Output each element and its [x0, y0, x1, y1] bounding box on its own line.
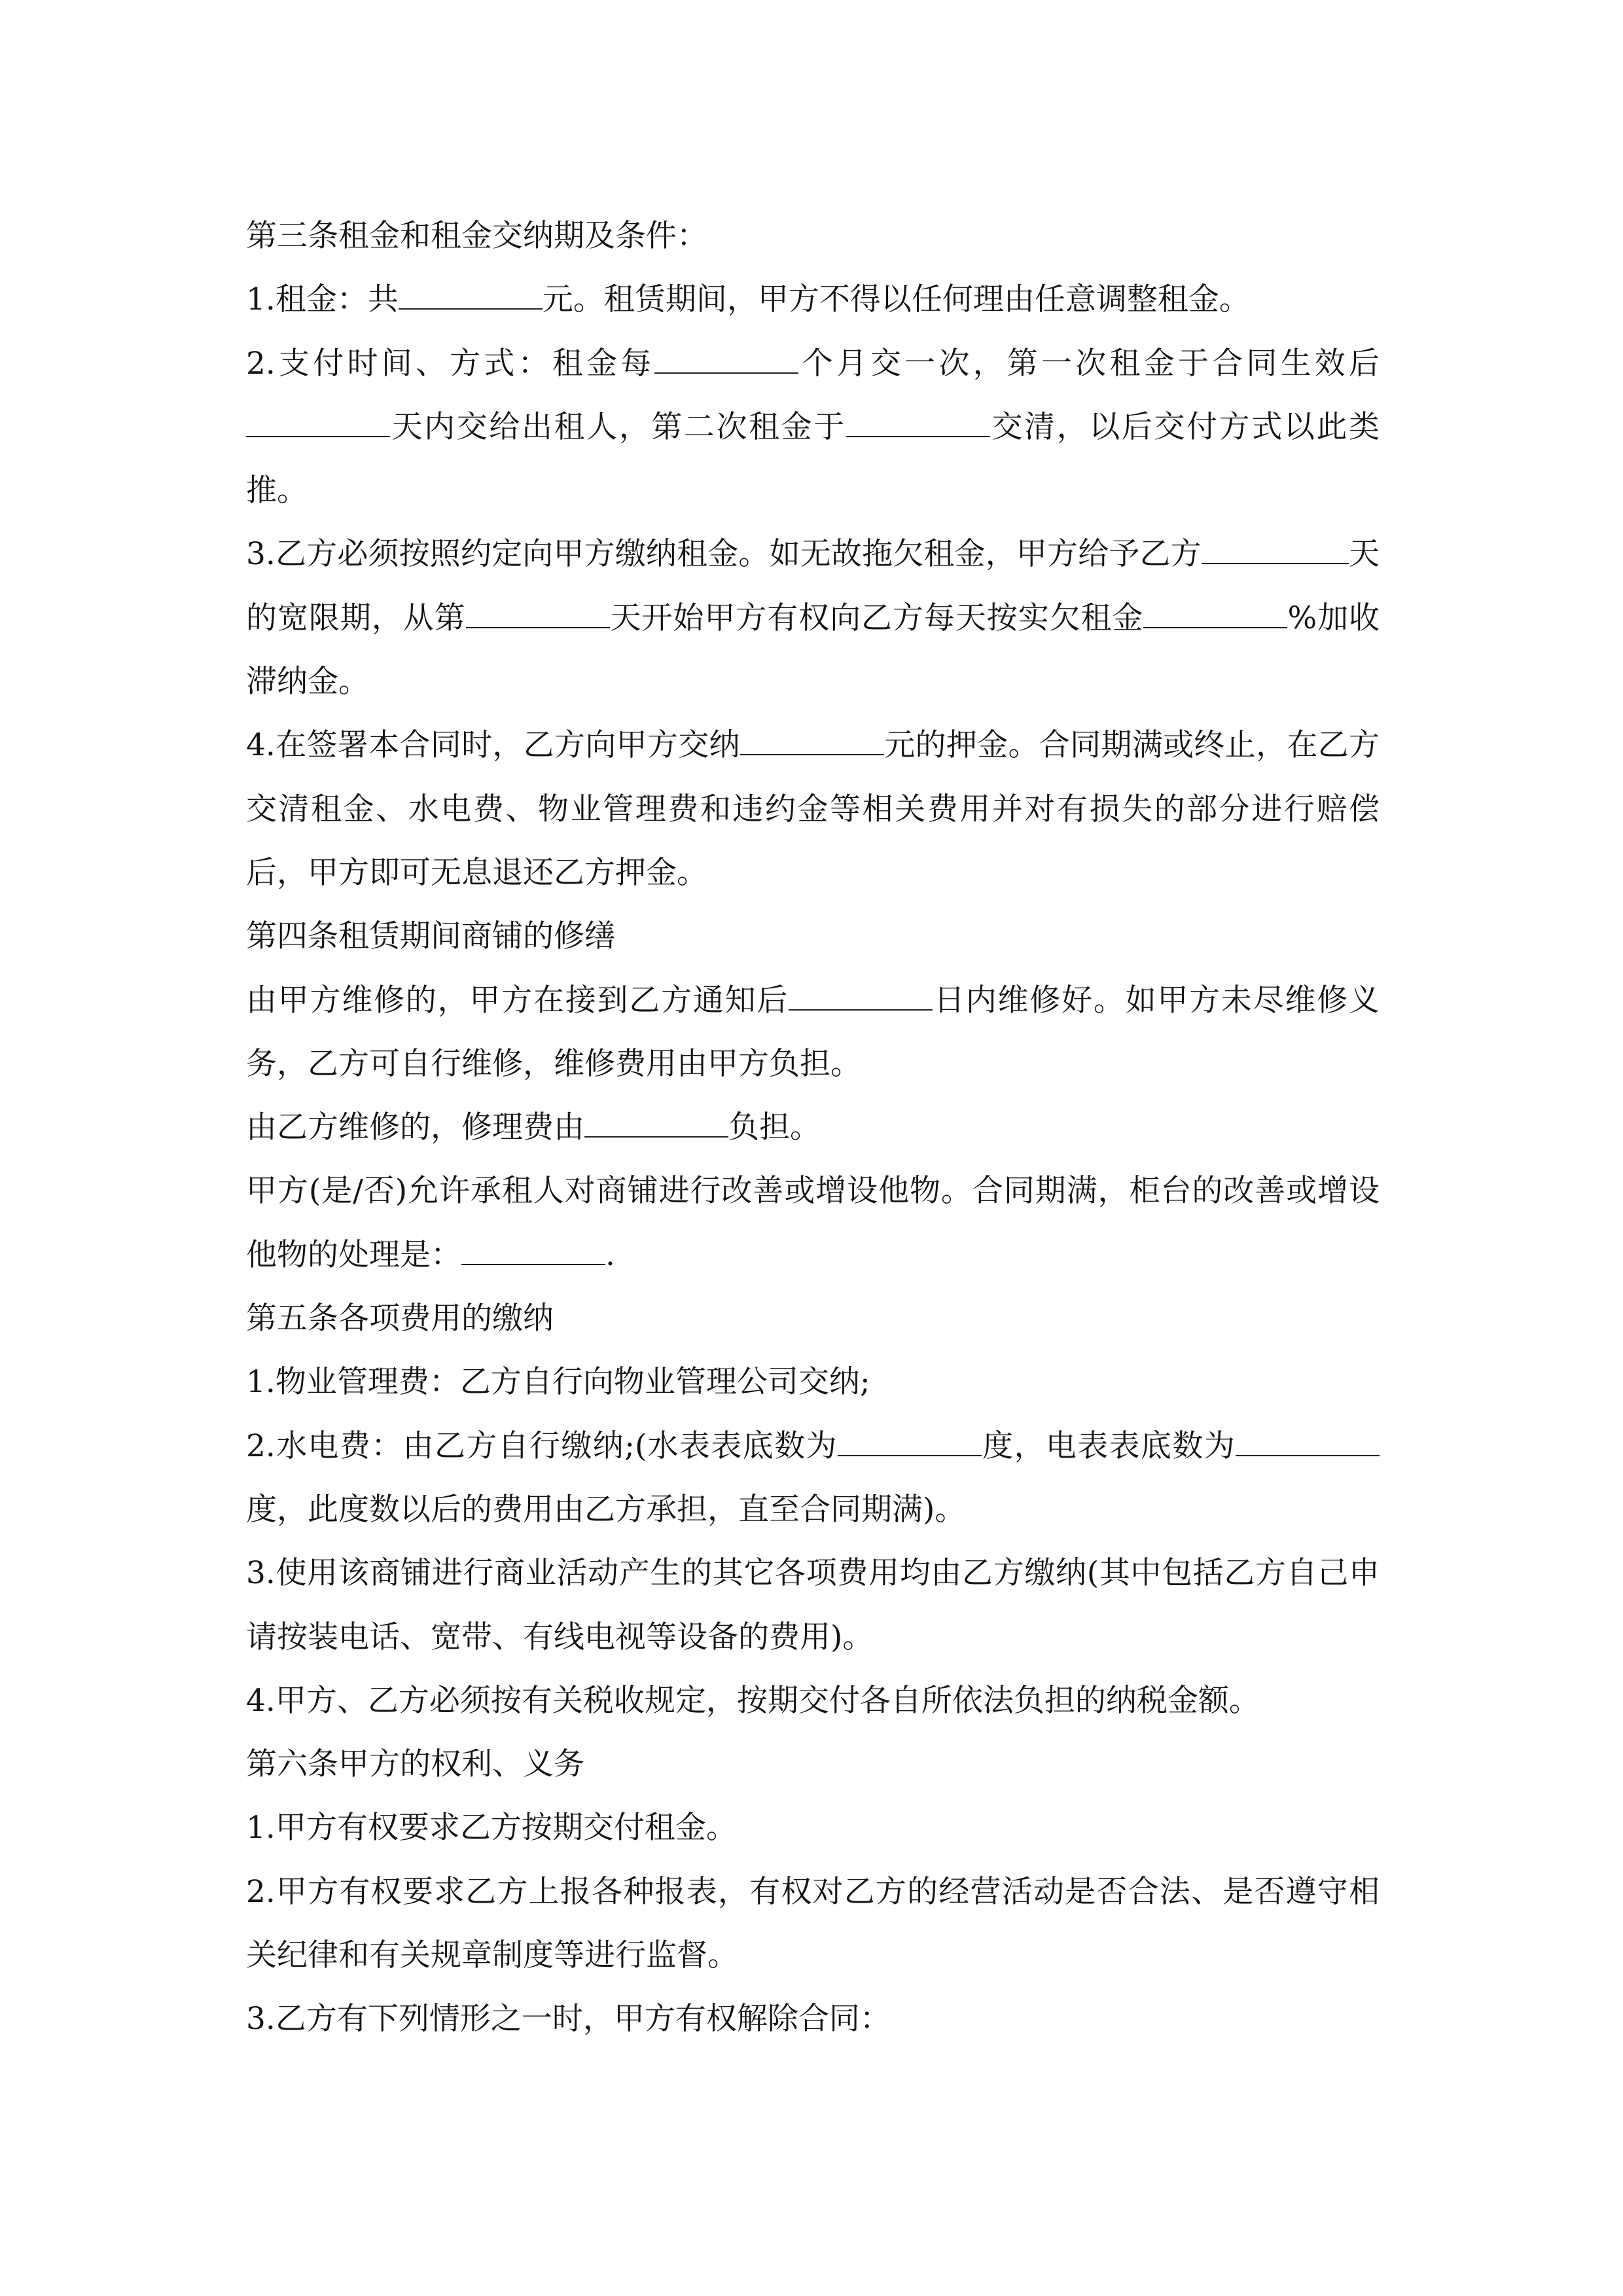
- article-5-clause-3: [246, 1541, 1380, 1669]
- article-5-heading-text: 第五条各项费用的缴纳: [246, 1300, 554, 1337]
- article-3-clause-2: [246, 332, 1380, 523]
- article-3-heading-text: 第三条租金和租金交纳期及条件：: [246, 218, 707, 254]
- article-3-clause-4: [246, 713, 1380, 905]
- article-6-clause-1: [246, 1796, 1380, 1859]
- clause-text: 2.水电费：由乙方自行缴纳;(水表表底数为: [246, 1427, 838, 1464]
- clause-text: 1.物业管理费：乙方自行向物业管理公司交纳;: [246, 1364, 870, 1401]
- fill-in-blank[interactable]: [1202, 545, 1349, 564]
- clause-text: 甲方(是/否)允许承租人对商铺进行改善或增设他物。合同期满，柜台的改善或增设他物的处理是：: [246, 1173, 1380, 1273]
- clause-text: 交清，以后交付方式以此类推。: [246, 408, 1380, 509]
- clause-text: 负担。: [728, 1109, 821, 1146]
- clause-text: 天开始甲方有权向乙方每天按实欠租金: [609, 600, 1144, 636]
- article-3-clause-1: [246, 268, 1380, 331]
- clause-text: 4.甲方、乙方必须按有关税收规定，按期交付各自所依法负担的纳税金额。: [246, 1682, 1260, 1719]
- fill-in-blank[interactable]: [1143, 609, 1287, 628]
- article-6-heading: [246, 1732, 1380, 1796]
- clause-text: 1.租金：共: [246, 281, 399, 318]
- article-4-heading-text: 第四条租赁期间商铺的修缮: [246, 918, 615, 955]
- clause-text: 1.甲方有权要求乙方按期交付租金。: [246, 1810, 737, 1846]
- clause-text: 度，此度数以后的费用由乙方承担，直至合同期满)。: [246, 1491, 966, 1528]
- fill-in-blank[interactable]: [846, 418, 990, 437]
- article-3-heading: [246, 204, 1380, 268]
- fill-in-blank[interactable]: [584, 1118, 728, 1138]
- article-6-clause-2: [246, 1860, 1380, 1988]
- clause-text: 元的押金。合同期满或终止，在乙方交清租金、水电费、物业管理费和违约金等相关费用并对有损失的部分进行赔偿后，甲方即可无息退还乙方押金。: [246, 727, 1380, 891]
- fill-in-blank[interactable]: [654, 353, 798, 373]
- clause-text: 3.使用该商铺进行商业活动产生的其它各项费用均由乙方缴纳(其中包括乙方自己申请按装电话、宽带、有线电视等设备的费用)。: [246, 1555, 1380, 1655]
- fill-in-blank[interactable]: [399, 290, 543, 310]
- article-6-clause-3: [246, 1987, 1380, 2051]
- clause-text: 由乙方维修的，修理费由: [246, 1109, 584, 1146]
- fill-in-blank[interactable]: [461, 1246, 605, 1265]
- article-6-heading-text: 第六条甲方的权利、义务: [246, 1746, 584, 1783]
- clause-text: 度，电表表底数为: [981, 1427, 1236, 1464]
- article-4-heading: [246, 905, 1380, 968]
- article-4-clause-2: [246, 1096, 1380, 1159]
- clause-text: 2.支付时间、方式：租金每: [246, 345, 655, 382]
- article-5-clause-4: [246, 1669, 1380, 1732]
- article-5-clause-1: [246, 1350, 1380, 1414]
- clause-text: .: [605, 1236, 615, 1273]
- fill-in-blank[interactable]: [838, 1436, 982, 1456]
- clause-text: 由甲方维修的，甲方在接到乙方通知后: [246, 982, 789, 1018]
- article-4-clause-1: [246, 969, 1380, 1096]
- clause-text: 天内交给出租人，第二次租金于: [390, 408, 846, 445]
- fill-in-blank[interactable]: [740, 736, 884, 755]
- article-5-clause-2: [246, 1414, 1380, 1542]
- document-body: [246, 204, 1380, 2051]
- article-4-clause-3: [246, 1159, 1380, 1287]
- clause-text: 2.甲方有权要求乙方上报各种报表，有权对乙方的经营活动是否合法、是否遵守相关纪律和有关规章制度等进行监督。: [246, 1873, 1380, 1974]
- clause-text: 3.乙方必须按照约定向甲方缴纳租金。如无故拖欠租金，甲方给予乙方: [246, 536, 1202, 573]
- article-3-clause-3: [246, 522, 1380, 713]
- clause-text: %加收滞纳金。: [246, 600, 1380, 700]
- clause-text: 4.在签署本合同时，乙方向甲方交纳: [246, 727, 740, 764]
- fill-in-blank[interactable]: [466, 609, 610, 628]
- clause-text: 3.乙方有下列情形之一时，甲方有权解除合同：: [246, 2001, 891, 2037]
- fill-in-blank[interactable]: [1236, 1436, 1380, 1456]
- fill-in-blank[interactable]: [246, 418, 390, 437]
- clause-text: 元。租赁期间，甲方不得以任何理由任意调整租金。: [542, 281, 1250, 318]
- clause-text: 个月交一次，第一次租金于合同生效后: [798, 345, 1380, 382]
- fill-in-blank[interactable]: [789, 990, 933, 1010]
- clause-text: 日内维修好。如甲方未尽维修义务，乙方可自行维修，维修费用由甲方负担。: [246, 982, 1380, 1082]
- clause-text: 天的宽限期，从第: [246, 536, 1380, 636]
- article-5-heading: [246, 1287, 1380, 1350]
